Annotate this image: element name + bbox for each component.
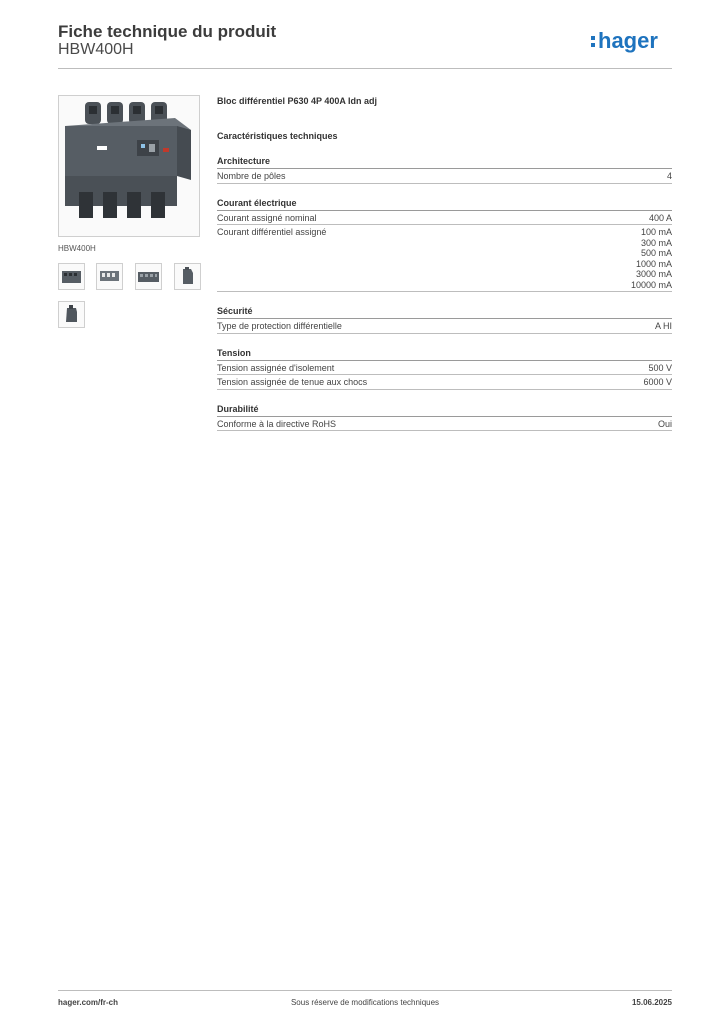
spec-label: Conforme à la directive RoHS [217,418,337,429]
spec-label: Tension assignée d'isolement [217,362,335,373]
section-electrical-current [217,197,672,293]
spec-value: 500 V [648,362,672,373]
section-architecture [217,155,672,184]
page-header [58,20,672,70]
spec-value: Oui [657,418,672,429]
front-view-icon [59,264,84,289]
spec-row [217,211,672,226]
top-view-icon [97,264,122,289]
spec-row [217,319,672,334]
section-title: Sécurité [217,305,672,319]
residual-current-block-icon [59,96,199,236]
spec-row [217,169,672,184]
footer-date: 15.06.2025 [631,998,672,1007]
header-divider [58,68,672,69]
spec-row [217,225,672,292]
section-durability [217,403,672,432]
section-title: Courant électrique [217,197,672,211]
spec-label: Nombre de pôles [217,171,286,181]
thumbnail-front[interactable] [58,263,85,290]
hager-logo [590,26,672,56]
spec-label: Courant différentiel assigné [217,227,327,237]
spec-row [217,361,672,376]
spec-value: 500 mA [640,248,672,258]
section-title: Tension [217,347,672,361]
image-caption: HBW400H [58,244,96,253]
spec-value: A HI [654,321,672,331]
spec-value: 300 mA [640,237,672,248]
rear-view-icon [136,264,161,289]
side-view-alt-icon [59,302,84,327]
spec-row [217,417,672,432]
spec-value: 10000 mA [630,279,672,290]
section-title: Durabilité [217,403,672,417]
thumbnail-top[interactable] [96,263,123,290]
product-name: Bloc différentiel P630 4P 400A Idn adj [217,96,378,106]
spec-label: Tension assignée de tenue aux chocs [217,377,368,387]
section-safety [217,305,672,334]
footer-website-link[interactable]: hager.com/fr-ch [58,998,119,1007]
side-view-icon [175,264,200,289]
spec-row [217,375,672,390]
spec-value: 3000 mA [635,269,672,279]
footer-disclaimer: Sous réserve de modifications techniques [290,998,440,1007]
spec-label: Courant assigné nominal [217,212,317,223]
product-image[interactable] [58,95,200,237]
spec-value: 1000 mA [635,258,672,269]
spec-value: 6000 V [643,377,672,387]
spec-label: Type de protection différentielle [217,321,342,331]
section-title: Architecture [217,155,672,169]
spec-value: 100 mA [640,227,672,237]
thumbnail-side[interactable] [174,263,201,290]
thumbnail-rear[interactable] [135,263,162,290]
document-title: Fiche technique du produit [58,22,277,41]
technical-characteristics-heading: Caractéristiques techniques [217,131,338,141]
product-code: HBW400H [58,41,134,58]
footer-divider [58,990,672,991]
spec-value: 4 [666,171,672,181]
spec-value: 400 A [648,212,672,223]
thumbnail-side-alt[interactable] [58,301,85,328]
section-voltage [217,347,672,390]
specification-content [217,95,672,431]
logo-text: hager [598,28,658,53]
